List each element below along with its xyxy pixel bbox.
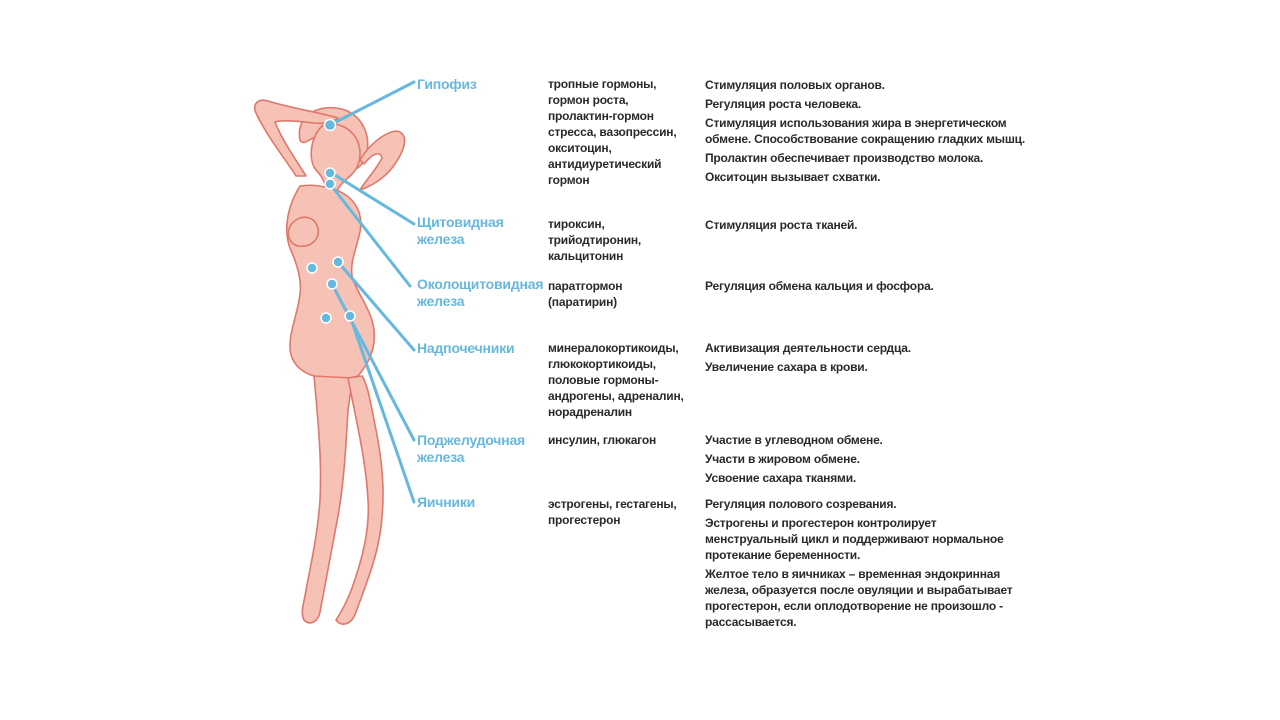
function-line: Стимуляция использования жира в энергетическом обмене. Способствование сокращению гладких мышц. — [705, 116, 1025, 146]
function-line: Эстрогены и прогестерон контролирует менструальный цикл и поддерживают нормальное протекание беременности. — [705, 516, 1004, 562]
hormones-thyroid: тироксин, трийодтиронин, кальцитонин — [548, 217, 642, 263]
head-shape — [311, 124, 360, 192]
function-line: Регуляция обмена кальция и фосфора. — [705, 279, 934, 293]
gland-dot-ovary-right — [345, 311, 355, 321]
function-line: Стимуляция половых органов. — [705, 78, 885, 92]
function-line: Участие в углеводном обмене. — [705, 433, 883, 447]
function-line: Пролактин обеспечивает производство молока. — [705, 151, 984, 165]
functions-pituitary — [705, 77, 1045, 188]
gland-label-pituitary: Гипофиз — [417, 76, 477, 92]
gland-dot-pancreas — [327, 279, 337, 289]
function-line: Регуляция полового созревания. — [705, 497, 897, 511]
left-leg-shape — [302, 376, 352, 623]
function-line: Участи в жировом обмене. — [705, 452, 860, 466]
function-line: Регуляция роста человека. — [705, 97, 862, 111]
functions-parathyroid — [705, 278, 1045, 297]
functions-pancreas — [705, 432, 1045, 489]
gland-label-adrenal: Надпочечники — [417, 340, 515, 356]
gland-dot-adrenal-right — [333, 257, 343, 267]
hormones-parathyroid: паратгормон (паратирин) — [548, 279, 623, 309]
hormones-ovaries: эстрогены, гестагены, прогестерон — [548, 497, 677, 527]
breast-shape — [288, 217, 318, 246]
hormones-pancreas: инсулин, глюкагон — [548, 433, 656, 447]
hormones-adrenal: минералокортикоиды, глюкокортикоиды, половые гормоны- андрогены, адреналин, норадреналин — [548, 341, 684, 419]
functions-adrenal — [705, 340, 1045, 378]
gland-dot-ovary-left — [321, 313, 331, 323]
functions-ovaries — [705, 496, 1045, 633]
gland-label-thyroid: Щитовидная железа — [417, 214, 504, 247]
hormones-pituitary: тропные гормоны, гормон роста, пролактин-гормон стресса, вазопрессин, окситоцин, антидиуретический гормон — [548, 77, 677, 187]
function-line: Стимуляция роста тканей. — [705, 218, 858, 232]
leader-line-pituitary — [330, 82, 414, 125]
gland-label-parathyroid: Околощитовидная железа — [417, 276, 544, 309]
function-line: Желтое тело в яичниках – временная эндокринная железа, образуется после овуляции и вырабатывает прогестерон, если оплодотворение не произошло - рассасывается. — [705, 567, 1013, 629]
gland-dot-adrenal-left — [307, 263, 317, 273]
gland-label-ovaries: Яичники — [417, 494, 476, 510]
gland-label-pancreas: Поджелудочная железа — [417, 432, 526, 465]
function-line: Усвоение сахара тканями. — [705, 471, 857, 485]
gland-dot-pituitary — [325, 120, 336, 131]
functions-thyroid — [705, 217, 1045, 236]
function-line: Окситоцин вызывает схватки. — [705, 170, 881, 184]
gland-dot-thyroid — [325, 168, 335, 178]
function-line: Увеличение сахара в крови. — [705, 360, 868, 374]
function-line: Активизация деятельности сердца. — [705, 341, 911, 355]
gland-dot-parathyroid — [325, 179, 335, 189]
